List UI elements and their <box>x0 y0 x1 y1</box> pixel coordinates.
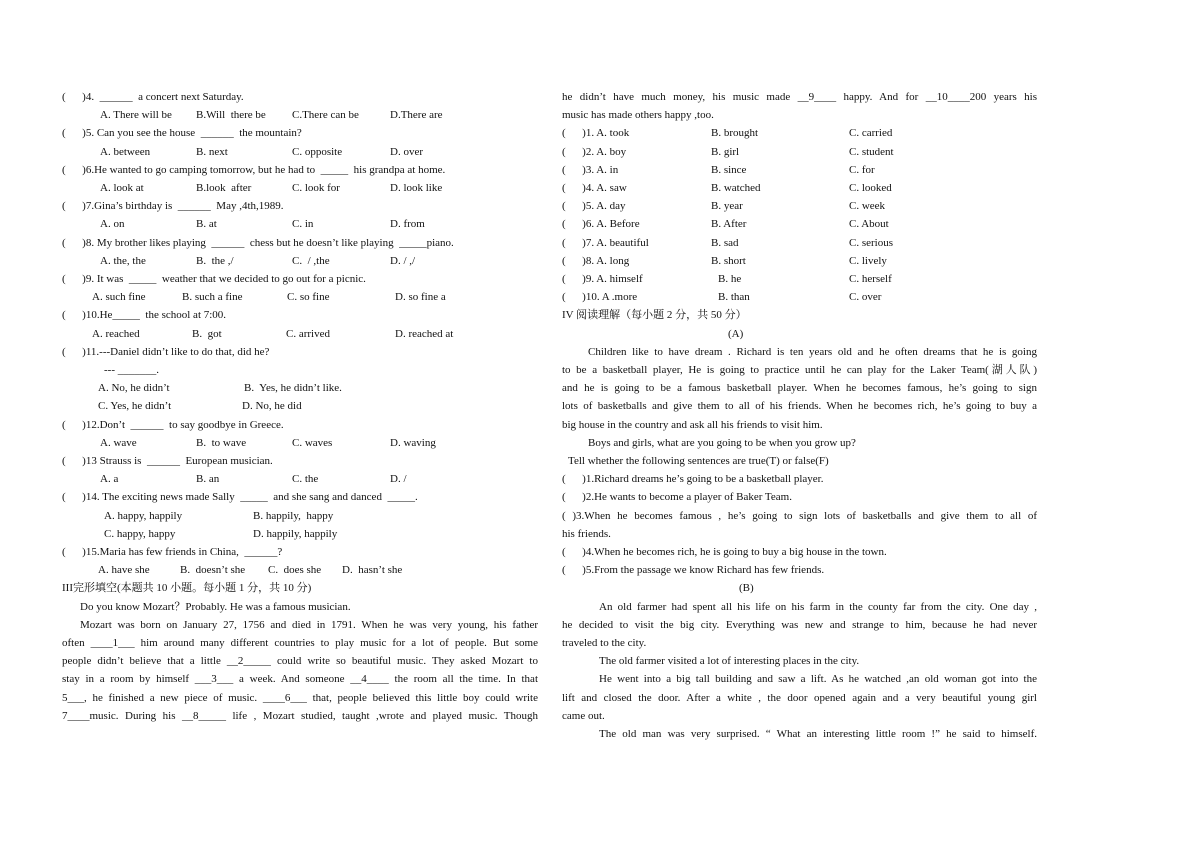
passage-line: came out. <box>562 709 605 722</box>
cloze-item-c: C. over <box>849 291 882 304</box>
option-d: D. waving <box>390 436 436 449</box>
part-label-b: (B) <box>739 582 754 595</box>
passage-line: The old farmer visited a lot of interesting places in the city. <box>599 655 860 668</box>
passage-line: 7____music. During his __8_____ life , Mozart studied, taught ,wrote and played music. Though <box>62 709 538 722</box>
option-b: B. happily, happy <box>253 509 334 522</box>
tf-item: his friends. <box>562 527 611 540</box>
part-label-a: (A) <box>728 327 744 340</box>
option-d: D. so fine a <box>395 291 446 304</box>
passage-intro: Do you know Mozart？Probably. He was a famous musician. <box>80 600 351 613</box>
option-b: B. Yes, he didn’t like. <box>244 382 342 395</box>
question-stem: ( )5. Can you see the house ______ the mountain? <box>62 127 302 140</box>
question-stem: ( )6.He wanted to go camping tomorrow, but he had to _____ his grandpa at home. <box>62 163 446 176</box>
cloze-item-b: B. sad <box>711 236 739 249</box>
option-c: C. so fine <box>287 291 330 304</box>
cloze-item-c: C. carried <box>849 127 893 140</box>
option-b: B. next <box>196 145 228 158</box>
cloze-item-c: C. lively <box>849 254 887 267</box>
option-a: A. look at <box>100 182 144 194</box>
option-b: B. the ,/ <box>196 254 234 267</box>
option-b: B. got <box>192 327 222 340</box>
cloze-item-a: ( )3. A. in <box>562 163 619 176</box>
question-stem: ( )10.He_____ the school at 7:00. <box>62 309 227 322</box>
question-stem: ( )13 Strauss is ______ European musician. <box>62 455 273 467</box>
passage-line: he decided to visit the big city. Everything was new and strange to him, because he had never <box>562 618 1037 631</box>
cloze-item-b: B. watched <box>711 182 761 194</box>
cloze-item-a: ( )9. A. himself <box>562 273 643 285</box>
reading-question: Boys and girls, what are you going to be when you grow up? <box>588 436 856 449</box>
passage-line: traveled to the city. <box>562 637 647 649</box>
passage-line: he didn’t have much money, his music made __9____ happy. And for __10____200 years his <box>562 91 1037 103</box>
option-b: B. at <box>196 218 217 231</box>
cloze-item-c: C. student <box>849 145 894 158</box>
option-c: C. in <box>292 218 314 231</box>
cloze-item-c: C. About <box>849 218 889 231</box>
option-d: D. from <box>390 218 425 231</box>
cloze-item-b: B. brought <box>711 127 759 140</box>
tf-item: ( )3.When he becomes famous , he’s going to sign lots of basketballs and give them to all of <box>562 509 1037 522</box>
option-a: A. happy, happily <box>104 509 183 522</box>
cloze-item-a: ( )7. A. beautiful <box>562 236 649 249</box>
option-c: C. opposite <box>292 145 343 158</box>
passage-line: 5___, he finished a new piece of music. ____6___ that, people believed this little boy could write <box>62 691 538 704</box>
option-b: B. doesn’t she <box>180 564 246 577</box>
cloze-item-c: C. for <box>849 163 875 176</box>
option-a: A. a <box>100 473 119 486</box>
cloze-item-a: ( )6. A. Before <box>562 218 640 231</box>
cloze-item-c: C. looked <box>849 182 892 194</box>
question-stem: ( )12.Don’t ______ to say goodbye in Greece. <box>62 418 284 431</box>
passage-line: and he is going to be a famous basketball player. When he becomes famous, he’s going to sign <box>562 382 1037 395</box>
passage-line: stay in a room by himself ___3___ a week. And someone __4____ the room all the time. In that <box>62 673 538 686</box>
cloze-item-c: C. serious <box>849 236 893 249</box>
tf-item: ( )4.When he becomes rich, he is going to buy a big house in the town. <box>562 546 887 558</box>
option-a: A. No, he didn’t <box>98 382 170 395</box>
passage-line: He went into a big tall building and saw a lift. As he watched ,an old woman got into the <box>599 673 1037 686</box>
tf-item: ( )1.Richard dreams he’s going to be a basketball player. <box>562 473 824 486</box>
cloze-item-b: B. year <box>711 200 743 213</box>
option-d: D. No, he did <box>242 400 302 413</box>
cloze-item-b: B. since <box>711 163 747 176</box>
cloze-item-a: ( )2. A. boy <box>562 145 627 158</box>
option-a: A. reached <box>92 327 140 340</box>
question-stem: ( )14. The exciting news made Sally _____ and she sang and danced _____. <box>62 491 418 504</box>
cloze-item-a: ( )10. A .more <box>562 291 638 304</box>
cloze-item-a: ( )8. A. long <box>562 254 630 267</box>
section-title: III完形填空(本题共 10 小题。每小题 1 分，共 10 分) <box>62 582 312 595</box>
passage-line: Children like to have dream . Richard is ten years old and he often dreams that he is going <box>588 345 1037 358</box>
passage-line: often ____1___ him around many different countries to play music for a lot of people. But some <box>62 637 538 649</box>
question-stem: ( )4. ______ a concert next Saturday. <box>62 91 244 103</box>
cloze-item-a: ( )4. A. saw <box>562 182 627 194</box>
cloze-item-b: B. he <box>718 273 742 285</box>
option-d: D. reached at <box>395 327 454 340</box>
option-c: C. arrived <box>286 327 330 340</box>
option-b: B. an <box>196 473 220 486</box>
cloze-item-a: ( )5. A. day <box>562 200 626 213</box>
passage-line: people didn’t believe that a little __2_____ could write so beautiful music. They asked Mozart to <box>62 655 538 668</box>
option-c: C. the <box>292 473 319 486</box>
question-stem: ( )15.Maria has few friends in China, ______? <box>62 546 283 558</box>
option-c: C. happy, happy <box>104 527 176 540</box>
option-b: B. to wave <box>196 436 247 449</box>
option-d: D. happily, happily <box>253 527 338 540</box>
question-stem: ( )8. My brother likes playing ______ chess but he doesn’t like playing _____piano. <box>62 236 454 249</box>
option-a: A. between <box>100 145 151 158</box>
question-stem: ( )9. It was _____ weather that we decided to go out for a picnic. <box>62 273 366 285</box>
option-a: A. wave <box>100 436 137 449</box>
option-c: C.There can be <box>292 109 359 122</box>
passage-line: lift and closed the door. After a white , the door opened again and a very beautiful young girl <box>562 691 1037 704</box>
option-c: C. / ,the <box>292 254 330 267</box>
option-d: D. / <box>390 473 407 486</box>
option-b: B. such a fine <box>182 291 243 304</box>
option-d: D. look like <box>390 182 443 194</box>
option-d: D. hasn’t she <box>342 564 403 577</box>
option-a: A. the, the <box>100 254 146 267</box>
option-a: A. There will be <box>100 109 172 122</box>
cloze-item-b: B. short <box>711 254 746 267</box>
question-stem: ( )11.---Daniel didn’t like to do that, did he? <box>62 345 270 358</box>
cloze-item-b: B. After <box>711 218 747 231</box>
option-a: A. on <box>100 218 125 231</box>
option-c: C. waves <box>292 436 333 449</box>
tf-item: ( )5.From the passage we know Richard has few friends. <box>562 564 825 577</box>
passage-line: lots of basketballs and give them to all of his friends. When he becomes rich, he’s going to buy a <box>562 400 1037 413</box>
question-subline: --- _______. <box>104 364 159 376</box>
option-a: A. such fine <box>92 291 146 304</box>
option-c: C. look for <box>292 182 340 194</box>
option-d: D. / ,/ <box>390 254 416 267</box>
section-title: IV 阅读理解（每小题 2 分，共 50 分） <box>562 309 747 322</box>
option-d: D.There are <box>390 109 443 122</box>
option-c: C. does she <box>268 564 322 577</box>
option-d: D. over <box>390 145 423 158</box>
passage-line: Mozart was born on January 27, 1756 and died in 1791. When he was very young, his father <box>80 618 538 631</box>
tf-instruction: Tell whether the following sentences are true(T) or false(F) <box>568 455 829 467</box>
passage-line: The old man was very surprised. “ What an interesting little room !” he said to himself. <box>599 728 1037 740</box>
question-stem: ( )7.Gina’s birthday is ______ May ,4th,1989. <box>62 200 284 213</box>
cloze-item-a: ( )1. A. took <box>562 127 630 140</box>
option-a: A. have she <box>98 564 150 577</box>
cloze-item-c: C. week <box>849 200 886 213</box>
passage-line: An old farmer had spent all his life on his farm in the county far from the city. One day , <box>599 600 1037 613</box>
tf-item: ( )2.He wants to become a player of Baker Team. <box>562 491 792 504</box>
passage-line: to be a basketball player, He is going to practice until he can play for the Laker Team(湖人队) <box>562 364 1037 376</box>
option-b: B.Will there be <box>196 109 266 122</box>
cloze-item-c: C. herself <box>849 273 892 285</box>
option-c: C. Yes, he didn’t <box>98 400 172 413</box>
passage-line: music has made others happy ,too. <box>562 109 714 122</box>
option-b: B.look after <box>196 182 252 194</box>
cloze-item-b: B. girl <box>711 145 740 158</box>
passage-line: big house in the country and ask all his friends to visit him. <box>562 418 823 431</box>
cloze-item-b: B. than <box>718 291 750 304</box>
